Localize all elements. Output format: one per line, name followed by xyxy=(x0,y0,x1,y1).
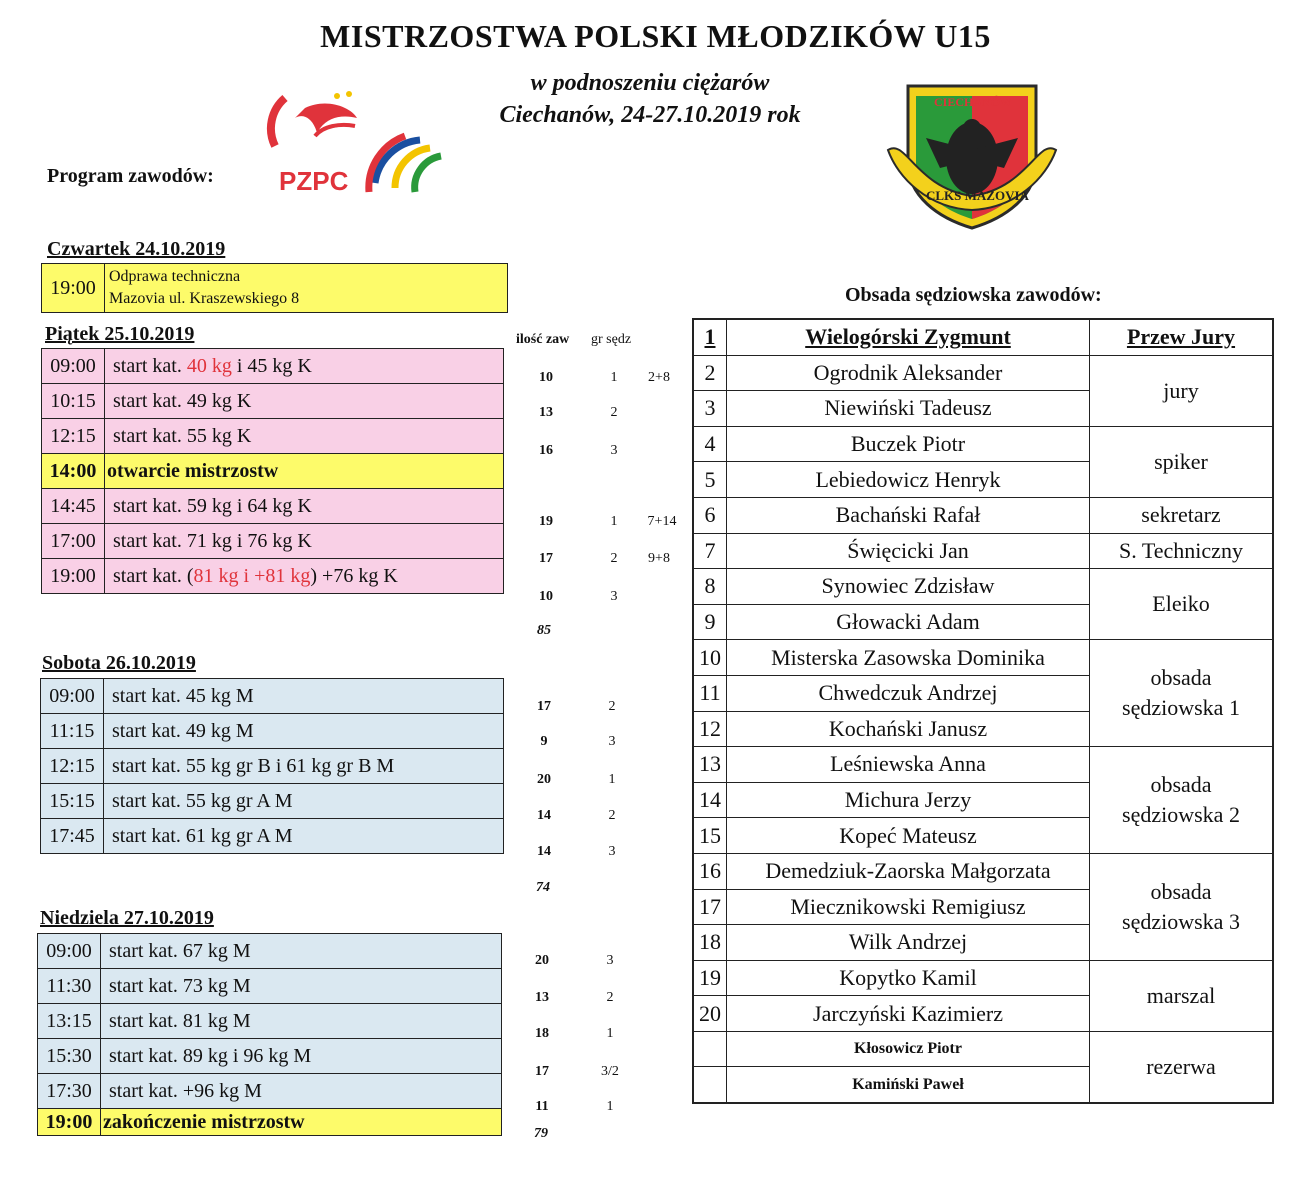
row-time: 11:30 xyxy=(38,969,101,1004)
judge-name: Buczek Piotr xyxy=(727,426,1090,462)
row-event: start kat. 61 kg gr A M xyxy=(104,819,504,854)
judge-number: 16 xyxy=(693,853,727,889)
judge-name: Głowacki Adam xyxy=(727,604,1090,640)
judge-role xyxy=(1090,640,1274,747)
row-time: 17:45 xyxy=(41,819,104,854)
judge-number: 13 xyxy=(693,747,727,783)
count-cell: 13 xyxy=(539,405,553,420)
judges-table xyxy=(692,318,1274,1104)
column-header-group: gr sędz xyxy=(591,332,632,347)
program-label: Program zawodów: xyxy=(47,165,214,187)
count-cell: 11 xyxy=(535,1099,549,1114)
judge-number: 11 xyxy=(693,675,727,711)
day-header-saturday: Sobota 26.10.2019 xyxy=(42,652,196,674)
judge-row xyxy=(693,569,1273,605)
group-cell: 3 xyxy=(606,953,614,968)
judge-number: 18 xyxy=(693,925,727,961)
group-cell: 1 xyxy=(608,772,616,787)
judge-number: 3 xyxy=(693,391,727,427)
row-event: start kat. 55 kg gr B i 61 kg gr B M xyxy=(104,749,504,784)
schedule-sunday xyxy=(37,933,502,1136)
judge-name: Wilk Andrzej xyxy=(727,925,1090,961)
row-event: start kat. 59 kg i 64 kg K xyxy=(105,489,504,524)
judge-row xyxy=(693,747,1273,783)
schedule-row xyxy=(41,714,504,749)
role-line-2: sędziowska 2 xyxy=(1122,802,1240,828)
count-cell: 16 xyxy=(539,443,553,458)
day-header-thursday: Czwartek 24.10.2019 xyxy=(47,238,226,260)
row-event: start kat. 81 kg M xyxy=(101,1004,502,1039)
extra-cell: 2+8 xyxy=(648,370,670,385)
row-event: start kat. 49 kg M xyxy=(104,714,504,749)
judge-number: 1 xyxy=(693,319,727,355)
judge-role: sekretarz xyxy=(1090,497,1274,533)
judge-row xyxy=(693,640,1273,676)
schedule-row xyxy=(38,1004,502,1039)
schedule-row xyxy=(42,454,504,489)
row-time: 17:00 xyxy=(42,524,105,559)
judge-name: Kopeć Mateusz xyxy=(727,818,1090,854)
column-header-count: ilość zaw xyxy=(516,332,570,347)
judge-row xyxy=(693,426,1273,462)
judge-name: Kłosowicz Piotr xyxy=(727,1031,1090,1067)
schedule-row xyxy=(41,784,504,819)
row-event xyxy=(105,559,504,594)
judge-row xyxy=(693,853,1273,889)
row-event: start kat. +96 kg M xyxy=(101,1074,502,1109)
judge-row xyxy=(693,1031,1273,1067)
row-time: 10:15 xyxy=(42,384,105,419)
schedule-row xyxy=(38,969,502,1004)
judge-row xyxy=(693,533,1273,569)
judge-name: Misterska Zasowska Dominika xyxy=(727,640,1090,676)
day-header-sunday: Niedziela 27.10.2019 xyxy=(40,907,214,929)
extra-cell: 7+14 xyxy=(647,514,677,529)
role-line-1: obsada xyxy=(1150,772,1212,798)
row-event: start kat. 71 kg i 76 kg K xyxy=(105,524,504,559)
judge-number: 6 xyxy=(693,497,727,533)
schedule-row xyxy=(41,819,504,854)
ciechanow-crest-logo xyxy=(886,78,1058,233)
judge-row xyxy=(693,960,1273,996)
event-line-1: Odprawa techniczna xyxy=(109,268,241,285)
group-cell: 2 xyxy=(610,551,618,566)
judge-name: Kochański Janusz xyxy=(727,711,1090,747)
group-cell: 3/2 xyxy=(601,1064,619,1079)
judge-name: Demedziuk-Zaorska Małgorzata xyxy=(727,853,1090,889)
count-cell: 14 xyxy=(537,844,551,859)
judge-name: Lebiedowicz Henryk xyxy=(727,462,1090,498)
count-cell: 18 xyxy=(535,1026,549,1041)
group-cell: 2 xyxy=(606,990,614,1005)
count-cell: 17 xyxy=(535,1064,549,1079)
row-time: 14:00 xyxy=(42,454,105,489)
row-event xyxy=(105,264,508,313)
event-text-highlight: 81 kg i +81 kg xyxy=(193,564,311,587)
schedule-row xyxy=(38,934,502,969)
schedule-row xyxy=(42,524,504,559)
group-cell: 3 xyxy=(608,734,616,749)
group-cell: 2 xyxy=(610,405,618,420)
judge-role: Eleiko xyxy=(1090,569,1274,640)
schedule-row xyxy=(38,1109,502,1136)
row-event: otwarcie mistrzostw xyxy=(105,454,504,489)
count-cell: 20 xyxy=(537,772,551,787)
group-cell: 3 xyxy=(610,443,618,458)
day-total: 79 xyxy=(534,1126,548,1141)
judge-number: 20 xyxy=(693,996,727,1032)
group-cell: 1 xyxy=(610,370,618,385)
pzpc-logo-text: PZPC xyxy=(279,166,349,196)
judge-role: rezerwa xyxy=(1090,1031,1274,1103)
row-event: start kat. 49 kg K xyxy=(105,384,504,419)
judge-name: Leśniewska Anna xyxy=(727,747,1090,783)
event-text: start kat. xyxy=(113,354,187,377)
pzpc-logo xyxy=(245,88,455,203)
row-event: start kat. 55 kg K xyxy=(105,419,504,454)
judge-name: Niewiński Tadeusz xyxy=(727,391,1090,427)
count-cell: 14 xyxy=(537,808,551,823)
crest-bottom-text: CLKS MAZOVIA xyxy=(926,188,1029,203)
judge-role xyxy=(1090,853,1274,960)
row-time: 19:00 xyxy=(42,559,105,594)
count-cell: 13 xyxy=(535,990,549,1005)
role-line-1: obsada xyxy=(1150,665,1212,691)
group-cell: 3 xyxy=(610,589,618,604)
row-time: 09:00 xyxy=(38,934,101,969)
judge-role: Przew Jury xyxy=(1090,319,1274,355)
row-event: start kat. 73 kg M xyxy=(101,969,502,1004)
event-text: i 45 kg K xyxy=(231,354,312,377)
role-line-2: sędziowska 3 xyxy=(1122,908,1240,934)
schedule-row xyxy=(42,384,504,419)
judge-name: Kamiński Paweł xyxy=(727,1067,1090,1103)
schedule-row xyxy=(42,489,504,524)
row-time: 09:00 xyxy=(42,349,105,384)
count-cell: 10 xyxy=(539,370,553,385)
judge-name: Michura Jerzy xyxy=(727,782,1090,818)
row-time: 19:00 xyxy=(42,264,105,313)
row-time: 12:15 xyxy=(42,419,105,454)
role-line-1: obsada xyxy=(1150,878,1212,904)
group-cell: 1 xyxy=(606,1099,614,1114)
judge-name: Święcicki Jan xyxy=(727,533,1090,569)
count-cell: 9 xyxy=(540,734,548,749)
judge-name: Kopytko Kamil xyxy=(727,960,1090,996)
judge-number: 14 xyxy=(693,782,727,818)
schedule-row xyxy=(41,749,504,784)
judge-number: 19 xyxy=(693,960,727,996)
judge-number: 9 xyxy=(693,604,727,640)
judge-number: 7 xyxy=(693,533,727,569)
row-time: 12:15 xyxy=(41,749,104,784)
event-text-highlight: 40 kg xyxy=(186,354,232,377)
row-event: start kat. 89 kg i 96 kg M xyxy=(101,1039,502,1074)
subtitle-place-date: Ciechanów, 24-27.10.2019 rok xyxy=(499,102,801,128)
day-total: 85 xyxy=(537,623,551,638)
judge-number: 8 xyxy=(693,569,727,605)
count-cell: 17 xyxy=(537,699,551,714)
count-cell: 20 xyxy=(535,953,549,968)
group-cell: 2 xyxy=(608,808,616,823)
extra-cell: 9+8 xyxy=(648,551,670,566)
schedule-thursday xyxy=(41,263,508,313)
judge-number: 2 xyxy=(693,355,727,391)
schedule-saturday xyxy=(40,678,504,854)
judge-role: marszal xyxy=(1090,960,1274,1031)
crest-top-text: CIECHANÓW xyxy=(934,95,1013,109)
row-event: start kat. 67 kg M xyxy=(101,934,502,969)
subtitle-discipline: w podnoszeniu ciężarów xyxy=(530,70,770,96)
group-cell: 2 xyxy=(608,699,616,714)
judge-number: 17 xyxy=(693,889,727,925)
judge-role xyxy=(1090,747,1274,854)
judges-title: Obsada sędziowska zawodów: xyxy=(845,284,1102,306)
count-cell: 10 xyxy=(539,589,553,604)
judge-name: Ogrodnik Aleksander xyxy=(727,355,1090,391)
row-time: 17:30 xyxy=(38,1074,101,1109)
schedule-row xyxy=(41,679,504,714)
count-cell: 19 xyxy=(539,514,553,529)
page-title: MISTRZOSTWA POLSKI MŁODZIKÓW U15 xyxy=(320,18,991,54)
judge-number: 10 xyxy=(693,640,727,676)
schedule-friday xyxy=(41,348,504,594)
judge-name: Jarczyński Kazimierz xyxy=(727,996,1090,1032)
row-event: zakończenie mistrzostw xyxy=(101,1109,502,1136)
judge-number: 15 xyxy=(693,818,727,854)
judge-role: spiker xyxy=(1090,426,1274,497)
group-cell: 1 xyxy=(606,1026,614,1041)
schedule-row xyxy=(42,264,508,313)
row-time: 15:30 xyxy=(38,1039,101,1074)
group-cell: 1 xyxy=(610,514,618,529)
schedule-row xyxy=(42,349,504,384)
row-time: 09:00 xyxy=(41,679,104,714)
judge-row xyxy=(693,355,1273,391)
schedule-row xyxy=(42,419,504,454)
judge-name: Chwedczuk Andrzej xyxy=(727,675,1090,711)
event-text: start kat. ( xyxy=(113,564,194,587)
role-line-2: sędziowska 1 xyxy=(1122,695,1240,721)
judge-row xyxy=(693,319,1273,355)
row-event: start kat. 55 kg gr A M xyxy=(104,784,504,819)
judge-role: jury xyxy=(1090,355,1274,426)
schedule-row xyxy=(38,1074,502,1109)
judge-name: Synowiec Zdzisław xyxy=(727,569,1090,605)
row-time: 19:00 xyxy=(38,1109,101,1136)
judge-name: Wielogórski Zygmunt xyxy=(727,319,1090,355)
schedule-row xyxy=(42,559,504,594)
row-time: 13:15 xyxy=(38,1004,101,1039)
judge-number xyxy=(693,1067,727,1103)
schedule-row xyxy=(38,1039,502,1074)
day-total: 74 xyxy=(536,880,550,895)
judge-number: 5 xyxy=(693,462,727,498)
day-header-friday: Piątek 25.10.2019 xyxy=(45,323,195,345)
judge-name: Miecznikowski Remigiusz xyxy=(727,889,1090,925)
row-time: 15:15 xyxy=(41,784,104,819)
judge-number: 4 xyxy=(693,426,727,462)
row-time: 14:45 xyxy=(42,489,105,524)
count-cell: 17 xyxy=(539,551,553,566)
row-time: 11:15 xyxy=(41,714,104,749)
event-line-2: Mazovia ul. Kraszewskiego 8 xyxy=(109,290,300,307)
judge-role: S. Techniczny xyxy=(1090,533,1274,569)
event-text: ) +76 kg K xyxy=(310,564,398,587)
group-cell: 3 xyxy=(608,844,616,859)
judge-row xyxy=(693,497,1273,533)
judge-number xyxy=(693,1031,727,1067)
row-event xyxy=(105,349,504,384)
row-event: start kat. 45 kg M xyxy=(104,679,504,714)
judge-number: 12 xyxy=(693,711,727,747)
judge-name: Bachański Rafał xyxy=(727,497,1090,533)
